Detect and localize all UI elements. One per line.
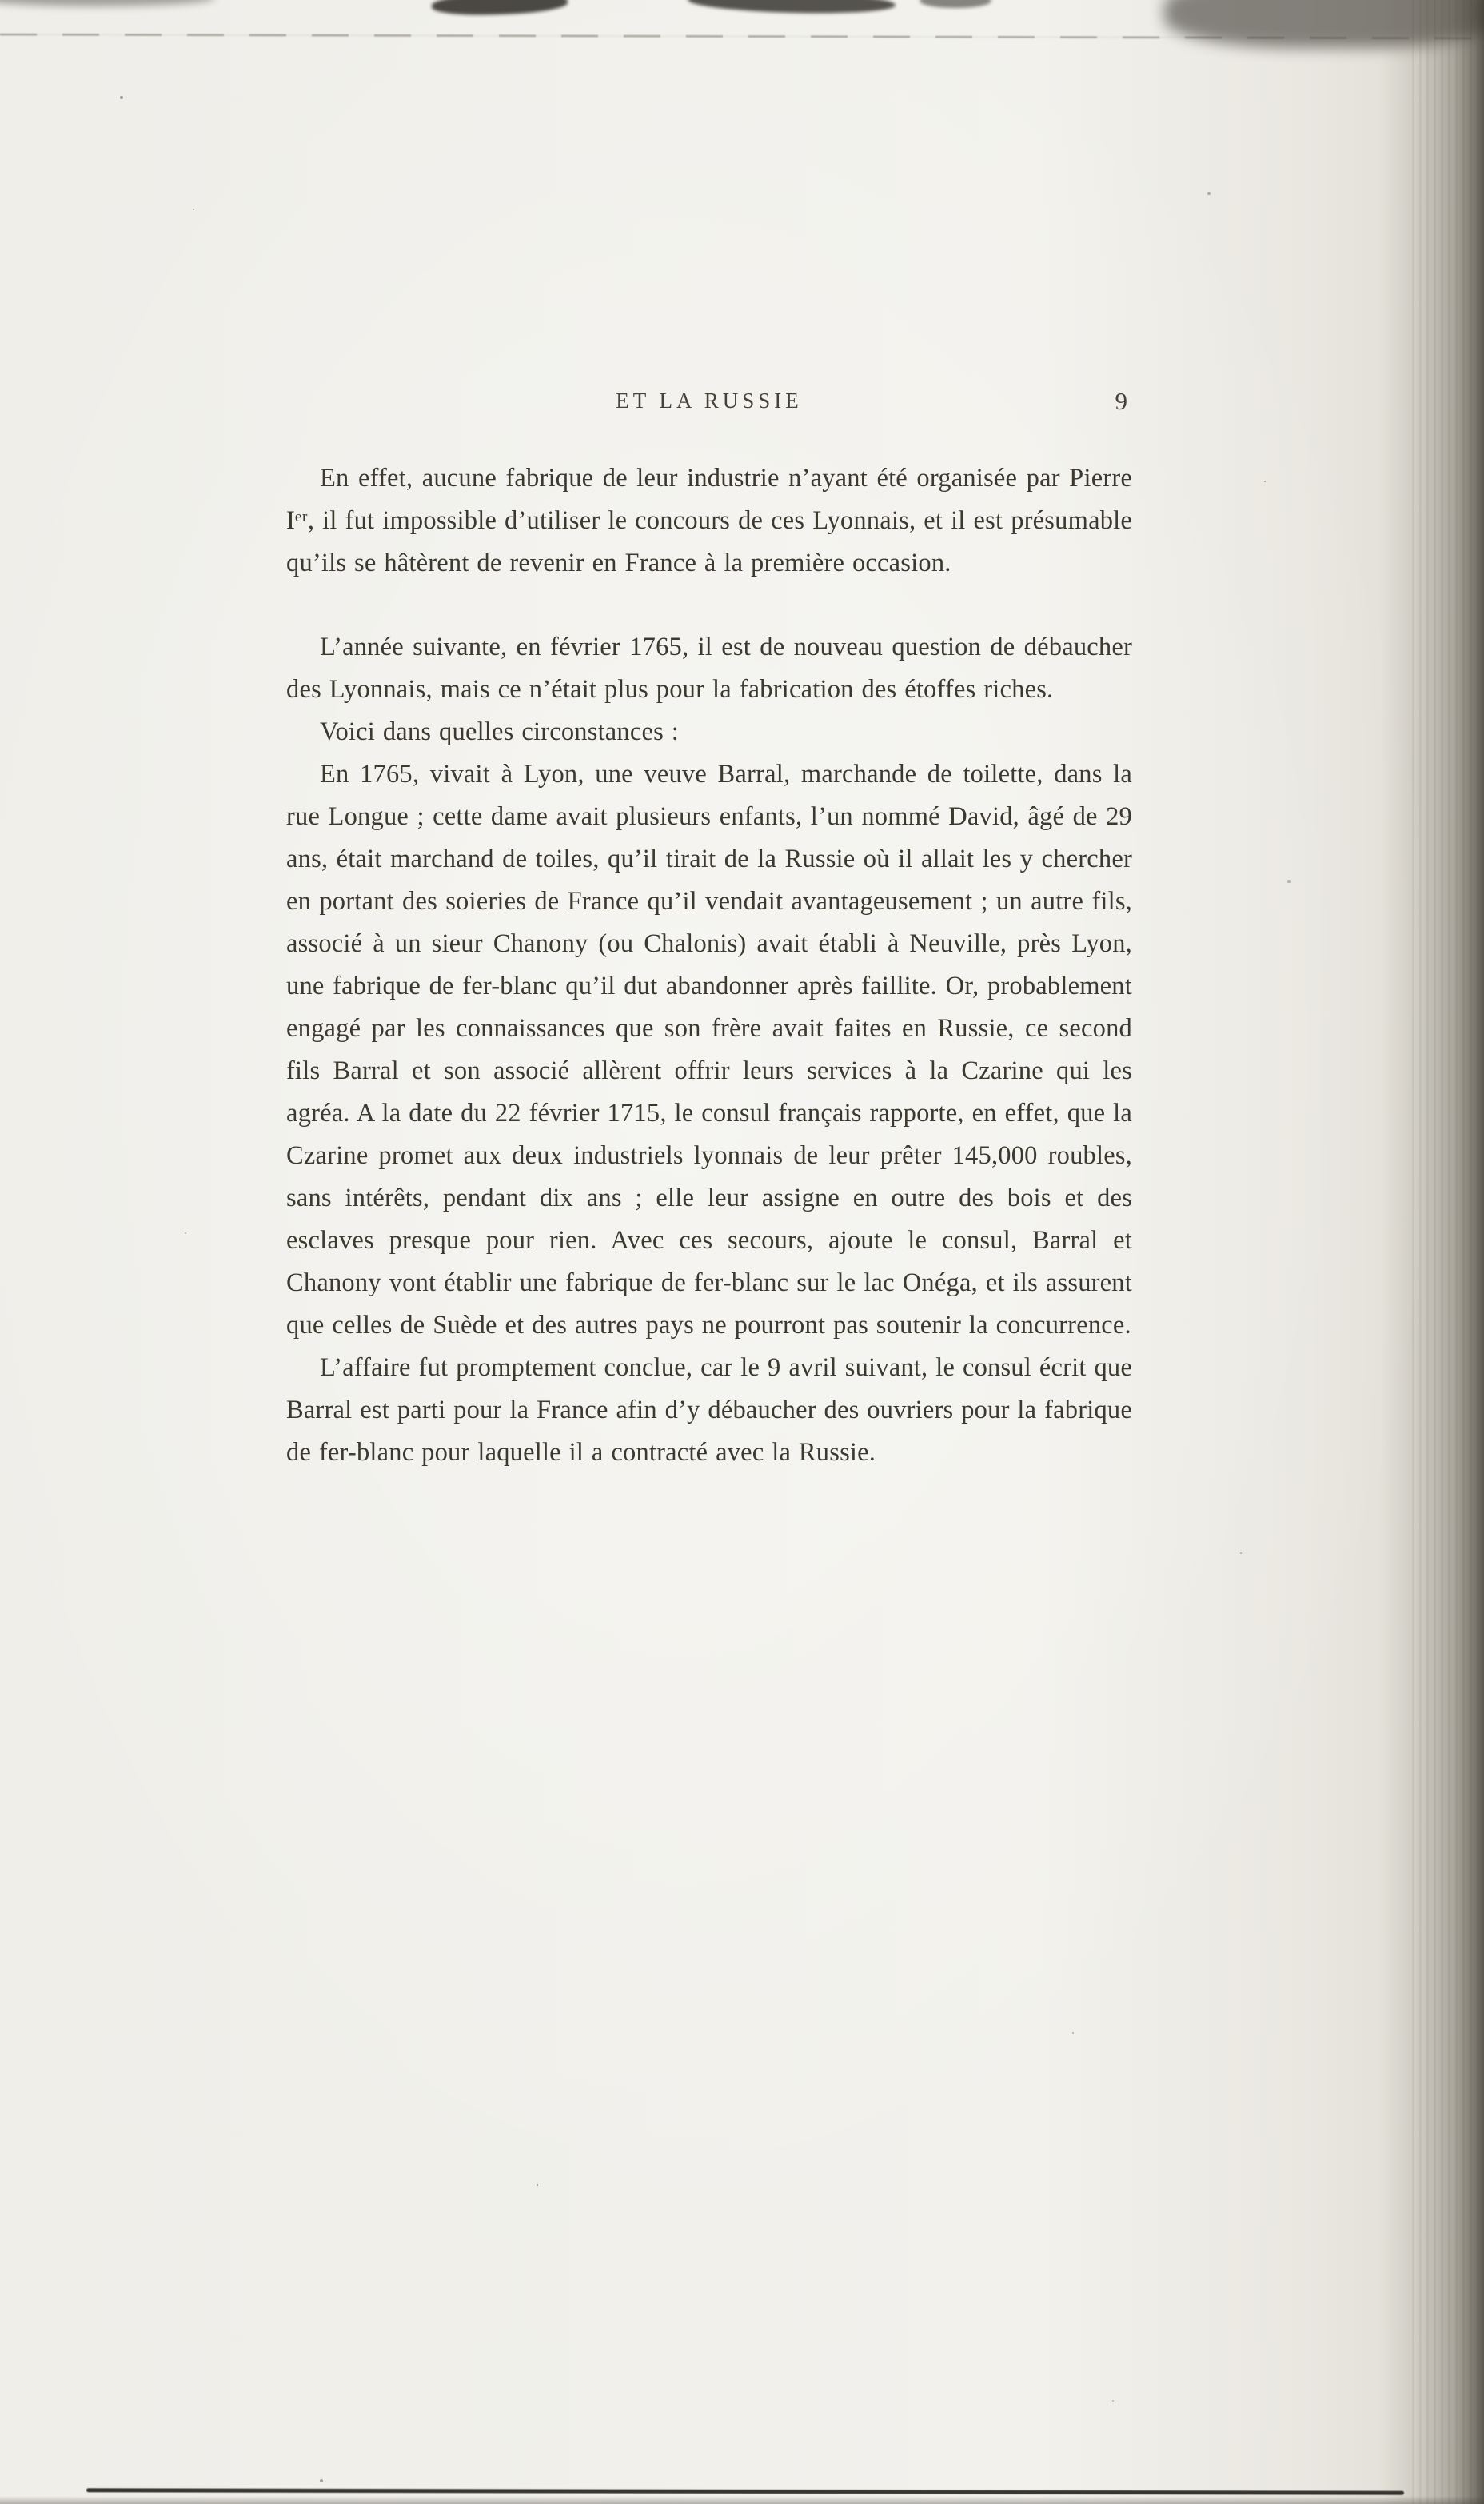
scan-bottom-shadow — [0, 2496, 1484, 2504]
paragraph: En 1765, vivait à Lyon, une veuve Barral, marchande de toilette, dans la rue Longue ; cette dame avait plusieurs enfants, l’un nommé David, âgé de 29 ans, était marchand de toiles, qu’il tirait de la Russie où il allait les y chercher en portant des soieries de France qu’il vendait avantageusement ; un autre fils, associé à un sieur Chanony (ou Chalonis) avait établi à Neuville, près Lyon, une fabrique de fer-blanc qu’il dut abandonner après faillite. Or, probablement engagé par les connaissances que son frère avait faites en Russie, ce second fils Barral et son associé allèrent offrir leurs services à la Czarine qui les agréa. A la date du 22 février 1715, le consul français rapporte, en effet, que la Czarine promet aux deux industriels lyonnais de leur prêter 145,000 roubles, sans intérêts, pendant dix ans ; elle leur assigne en outre des bois et des esclaves presque pour rien. Avec ces secours, ajoute le consul, Barral et Chanony vont établir une fabrique de fer-blanc sur le lac Onéga, et ils assurent que celles de Suède et des autres pays ne pourront pas soutenir la concurrence. — [286, 760, 1132, 1340]
body-text — [286, 457, 1132, 1474]
scan-smudge — [920, 0, 991, 8]
paragraph: L’affaire fut promptement conclue, car le 9 avril suivant, le consul écrit que Barral est parti pour la France afin d’y débaucher des ouvriers pour la fabrique de fer-blanc pour laquelle il a contracté avec la Russie. — [286, 1353, 1132, 1467]
scan-specks — [120, 96, 123, 99]
scan-bottom-rule — [86, 2488, 1404, 2494]
running-head — [286, 389, 1132, 424]
scan-smudge — [432, 0, 568, 17]
scan-smudge — [688, 0, 896, 15]
scan-smudge — [0, 0, 216, 6]
paragraph: L’année suivante, en février 1765, il est de nouveau question de débaucher des Lyonnais, mais ce n’était plus pour la fabrication des étoffes riches. — [286, 633, 1132, 704]
paragraph: En effet, aucune fabrique de leur industrie n’ayant été organisée par Pierre Iᵉʳ, il fut impossible d’utiliser le concours de ces Lyonnais, et il est présumable qu’ils se hâtèrent de revenir en France à la première occasion. — [286, 464, 1132, 577]
page-edge-streaks — [1412, 0, 1484, 2504]
text-column — [286, 389, 1132, 1474]
paragraph: Voici dans quelles circonstances : — [320, 717, 680, 746]
running-header-title: ET LA RUSSIE — [616, 389, 803, 413]
page-number: 9 — [1115, 387, 1127, 415]
